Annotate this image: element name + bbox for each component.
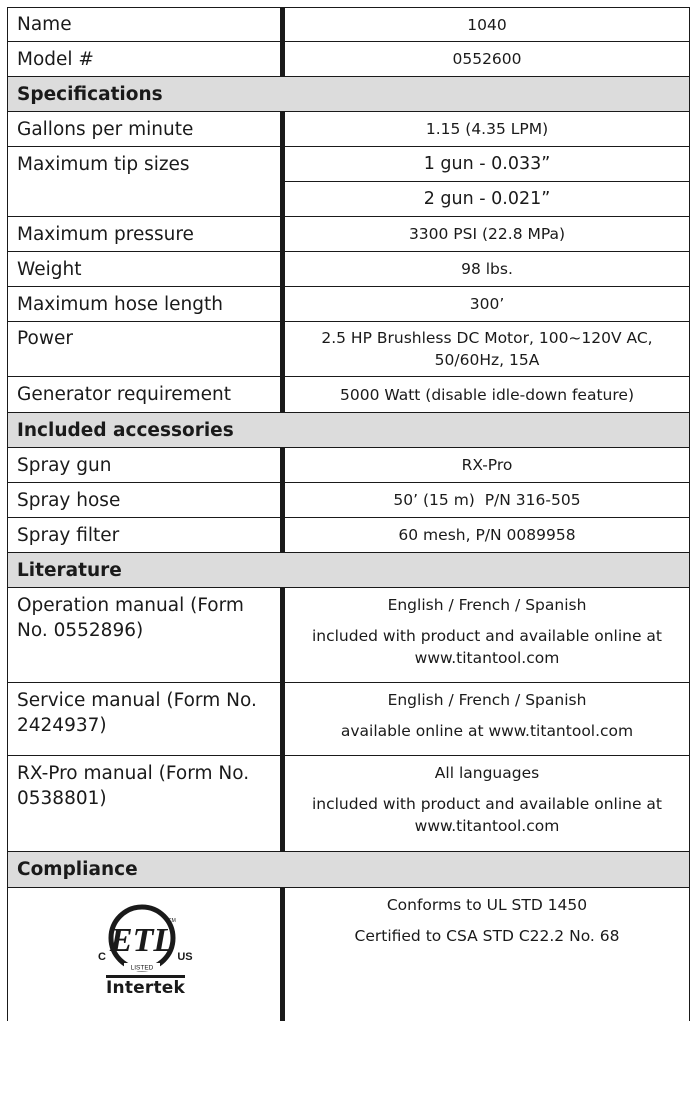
svg-text:C: C [98, 951, 106, 963]
table-row [8, 683, 690, 756]
section-title: Specifications [8, 77, 690, 112]
spray-gun-value: RX-Pro [283, 448, 690, 483]
spec-table [7, 7, 690, 1021]
generator-value: 5000 Watt (disable idle-down feature) [283, 377, 690, 413]
ul-standard: Conforms to UL STD 1450 [386, 896, 588, 914]
section-header-literature [8, 553, 690, 588]
intertek-brand: Intertek [106, 975, 185, 998]
spray-hose-value: 50’ (15 m) P/N 316-505 [283, 483, 690, 518]
table-row [8, 287, 690, 322]
gpm-value: 1.15 (4.35 LPM) [283, 112, 690, 147]
power-value: 2.5 HP Brushless DC Motor, 100~120V AC, 50/60Hz, 15A [283, 322, 690, 377]
tip-size-label: Maximum tip sizes [8, 147, 283, 217]
service-manual-languages: English / French / Spanish [387, 691, 587, 709]
rx-pro-manual-value [283, 756, 690, 852]
spray-gun-label: Spray gun [8, 448, 283, 483]
svg-text:LISTED: LISTED [130, 964, 154, 972]
table-row [8, 252, 690, 287]
operation-manual-value [283, 588, 690, 683]
table-row [8, 448, 690, 483]
svg-text:US: US [177, 951, 193, 963]
table-row [8, 756, 690, 852]
spray-filter-value: 60 mesh, P/N 0089958 [283, 518, 690, 553]
section-title: Compliance [8, 852, 690, 888]
section-header-specifications [8, 77, 690, 112]
table-row [8, 377, 690, 413]
table-row [8, 42, 690, 77]
generator-label: Generator requirement [8, 377, 283, 413]
model-label: Model # [8, 42, 283, 77]
power-label: Power [8, 322, 283, 377]
etl-certification-cell [8, 888, 283, 1021]
table-row [8, 322, 690, 377]
section-header-compliance [8, 852, 690, 888]
rx-pro-manual-availability: included with product and available online at www.titantool.com [311, 795, 663, 835]
operation-manual-availability: included with product and available online at www.titantool.com [311, 627, 663, 667]
hose-length-value: 300’ [283, 287, 690, 322]
rx-pro-manual-languages: All languages [434, 764, 540, 782]
section-title: Included accessories [8, 413, 690, 448]
spray-hose-label: Spray hose [8, 483, 283, 518]
rx-pro-manual-label: RX-Pro manual (Form No. 0538801) [8, 756, 283, 852]
service-manual-availability: available online at www.titantool.com [340, 722, 634, 740]
gpm-label: Gallons per minute [8, 112, 283, 147]
name-value: 1040 [283, 8, 690, 42]
table-row [8, 483, 690, 518]
service-manual-value [283, 683, 690, 756]
model-value: 0552600 [283, 42, 690, 77]
pressure-value: 3300 PSI (22.8 MPa) [283, 217, 690, 252]
svg-text:CM: CM [168, 918, 176, 924]
pressure-label: Maximum pressure [8, 217, 283, 252]
operation-manual-label: Operation manual (Form No. 0552896) [8, 588, 283, 683]
hose-length-label: Maximum hose length [8, 287, 283, 322]
svg-text:ETL: ETL [109, 922, 175, 959]
weight-value: 98 lbs. [283, 252, 690, 287]
csa-standard: Certified to CSA STD C22.2 No. 68 [354, 927, 620, 945]
table-row [8, 8, 690, 42]
spray-filter-label: Spray filter [8, 518, 283, 553]
table-row [8, 588, 690, 683]
name-label: Name [8, 8, 283, 42]
compliance-value [283, 888, 690, 1021]
table-row [8, 518, 690, 553]
tip-size-value-1: 1 gun - 0.033” [283, 147, 690, 182]
operation-manual-languages: English / French / Spanish [387, 596, 587, 614]
table-row [8, 217, 690, 252]
service-manual-label: Service manual (Form No. 2424937) [8, 683, 283, 756]
table-row [8, 888, 690, 1021]
tip-size-value-2: 2 gun - 0.021” [283, 182, 690, 217]
weight-label: Weight [8, 252, 283, 287]
section-title: Literature [8, 553, 690, 588]
table-row [8, 147, 690, 182]
table-row [8, 112, 690, 147]
section-header-accessories [8, 413, 690, 448]
